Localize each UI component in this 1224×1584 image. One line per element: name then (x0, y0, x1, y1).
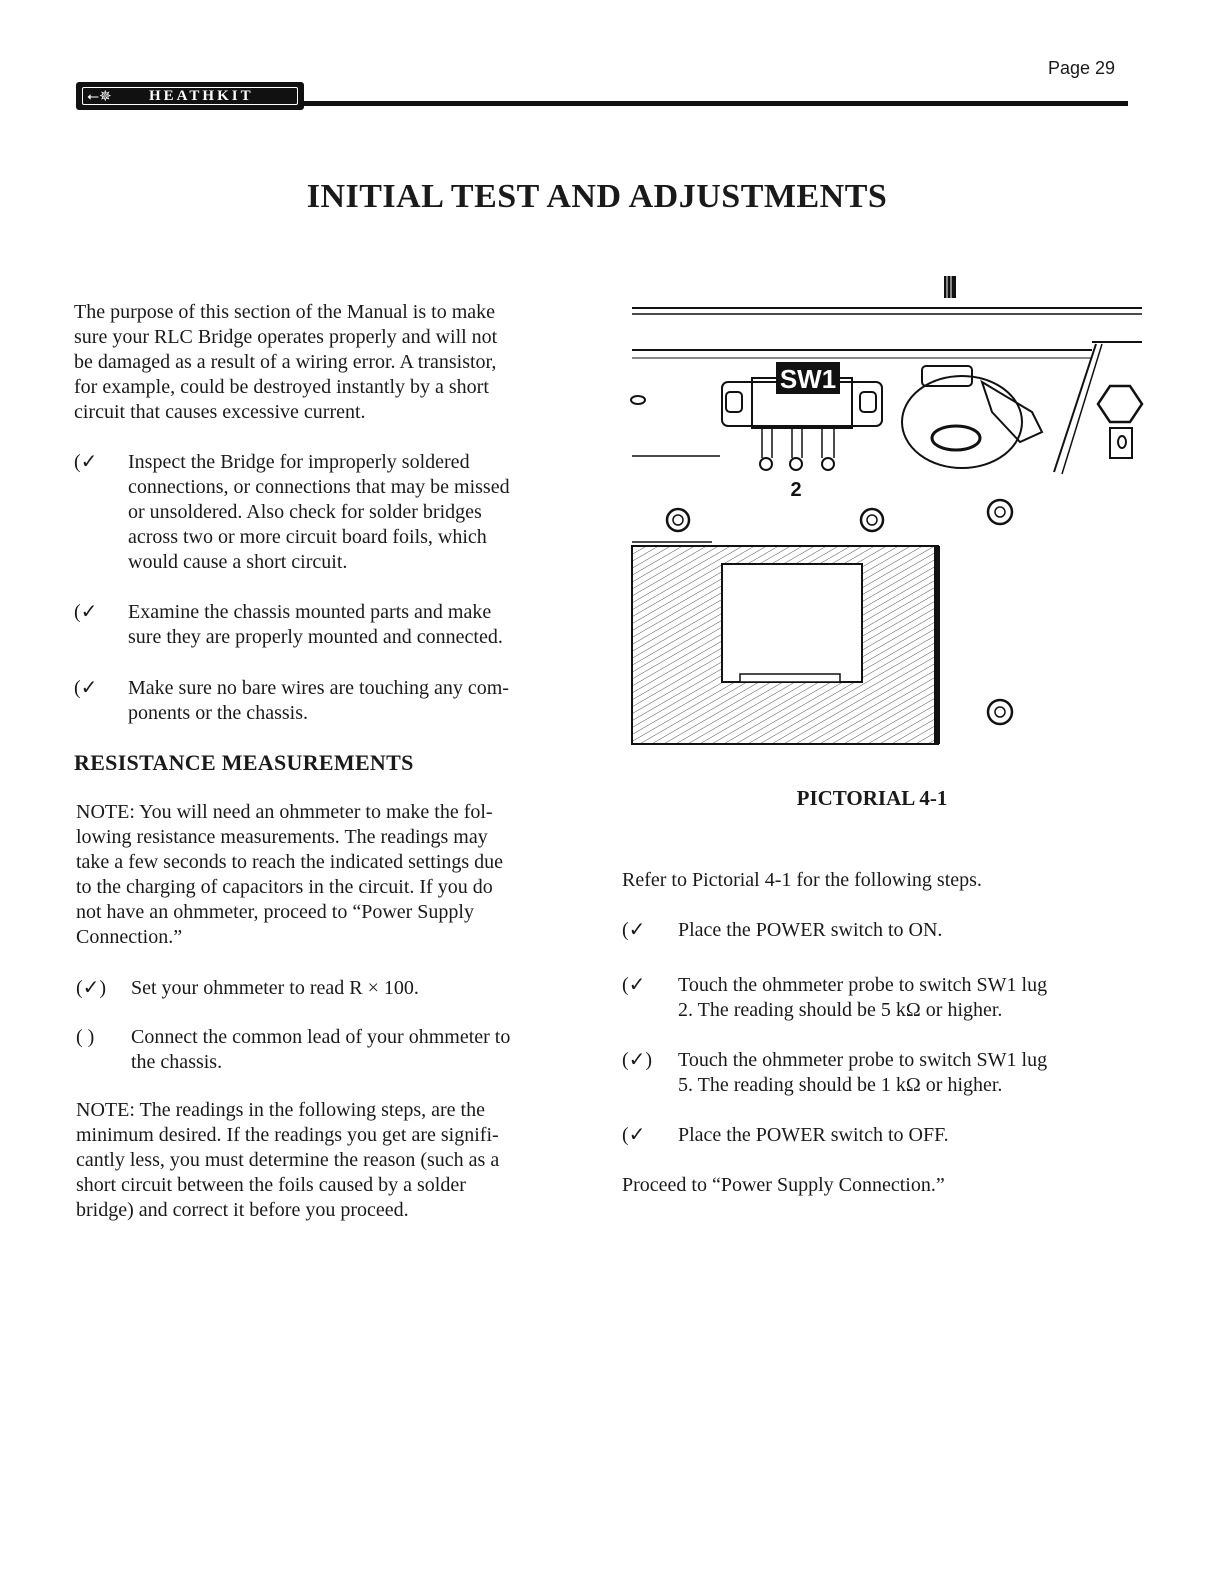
intro-paragraph: The purpose of this section of the Manual is to make sure your RLC Bridge operates properly and will not be damaged as a result of a wiring error. A transistor, for example, could be destroyed instantly by a short circuit that causes excessive current. (74, 301, 498, 423)
lug-number-label: 2 (790, 479, 802, 501)
screw-icon (988, 500, 1012, 524)
check-item-examine: (✓ Examine the chassis mounted parts and make sure they are properly mounted and connected. (74, 601, 503, 648)
step-set-ohmmeter: (✓) Set your ohmmeter to read R × 100. (76, 977, 419, 999)
switch-sw1-icon (722, 362, 882, 501)
checkbox-mark[interactable]: (✓ (74, 601, 98, 623)
step-power-off: (✓ Place the POWER switch to OFF. (622, 1124, 949, 1146)
hex-bolt-icon (1098, 386, 1142, 458)
checkbox-mark[interactable]: (✓ (622, 974, 646, 996)
note-minimum-readings: NOTE: The readings in the following steps, are the minimum desired. If the readings you get are signifi- cantly less, you must determine the reason (such as a short circuit between the foils caused by a solder bridge) and correct it before you proceed. (76, 1099, 500, 1221)
top-mount-icon (944, 276, 956, 298)
header-rule (304, 101, 1128, 106)
step-connect-common-lead: ( ) Connect the common lead of your ohmmeter to the chassis. (76, 1026, 511, 1073)
checkbox-mark[interactable]: ( ) (76, 1026, 95, 1048)
control-knob-icon (902, 366, 1042, 468)
section-heading: RESISTANCE MEASUREMENTS (74, 750, 414, 775)
note-ohmmeter: NOTE: You will need an ohmmeter to make the fol- lowing resistance measurements. The readings may take a few seconds to reach the indicated settings due to the charging of capacitors in the circuit. If you do not have an ohmmeter, proceed to “Power Supply Connection.” (76, 801, 504, 948)
checkbox-mark[interactable]: (✓ (74, 677, 98, 699)
screw-icon (861, 509, 883, 531)
checkbox-mark[interactable]: (✓ (622, 1124, 646, 1146)
checkbox-mark[interactable]: (✓) (622, 1049, 653, 1071)
screw-icon (988, 700, 1012, 724)
step-power-on: (✓ Place the POWER switch to ON. (622, 919, 943, 941)
checkbox-mark[interactable]: (✓ (622, 919, 646, 941)
step-probe-lug-5: (✓) Touch the ohmmeter probe to switch SW1 lug 5. The reading should be 1 kΩ or higher. (622, 1049, 1048, 1096)
logo-text: HEATHKIT (149, 88, 254, 104)
screw-icon (667, 509, 689, 531)
checkbox-mark[interactable]: (✓) (76, 977, 107, 999)
proceed-line: Proceed to “Power Supply Connection.” (622, 1174, 945, 1196)
switch-label: SW1 (779, 364, 837, 394)
step-probe-lug-2: (✓ Touch the ohmmeter probe to switch SW1 lug 2. The reading should be 5 kΩ or higher. (622, 974, 1048, 1021)
heathkit-logo (76, 82, 304, 110)
pictorial-caption: PICTORIAL 4-1 (796, 786, 948, 810)
logo-atom-icon: ⭠✵ (87, 87, 112, 105)
page-title: INITIAL TEST AND ADJUSTMENTS (306, 178, 888, 215)
checkbox-mark[interactable]: (✓ (74, 451, 98, 473)
check-item-bare-wires: (✓ Make sure no bare wires are touching any com- ponents or the chassis. (74, 677, 509, 724)
page-number: Page 29 (1048, 58, 1116, 78)
refer-line: Refer to Pictorial 4-1 for the following steps. (622, 869, 982, 891)
check-item-inspect: (✓ Inspect the Bridge for improperly soldered connections, or connections that may be missed or unsoldered. Also check for solder bridges across two or more circuit board foils, which would cause a short circuit. (74, 451, 510, 573)
pictorial-4-1-illustration (622, 262, 1144, 752)
circuit-board-icon (632, 546, 940, 744)
